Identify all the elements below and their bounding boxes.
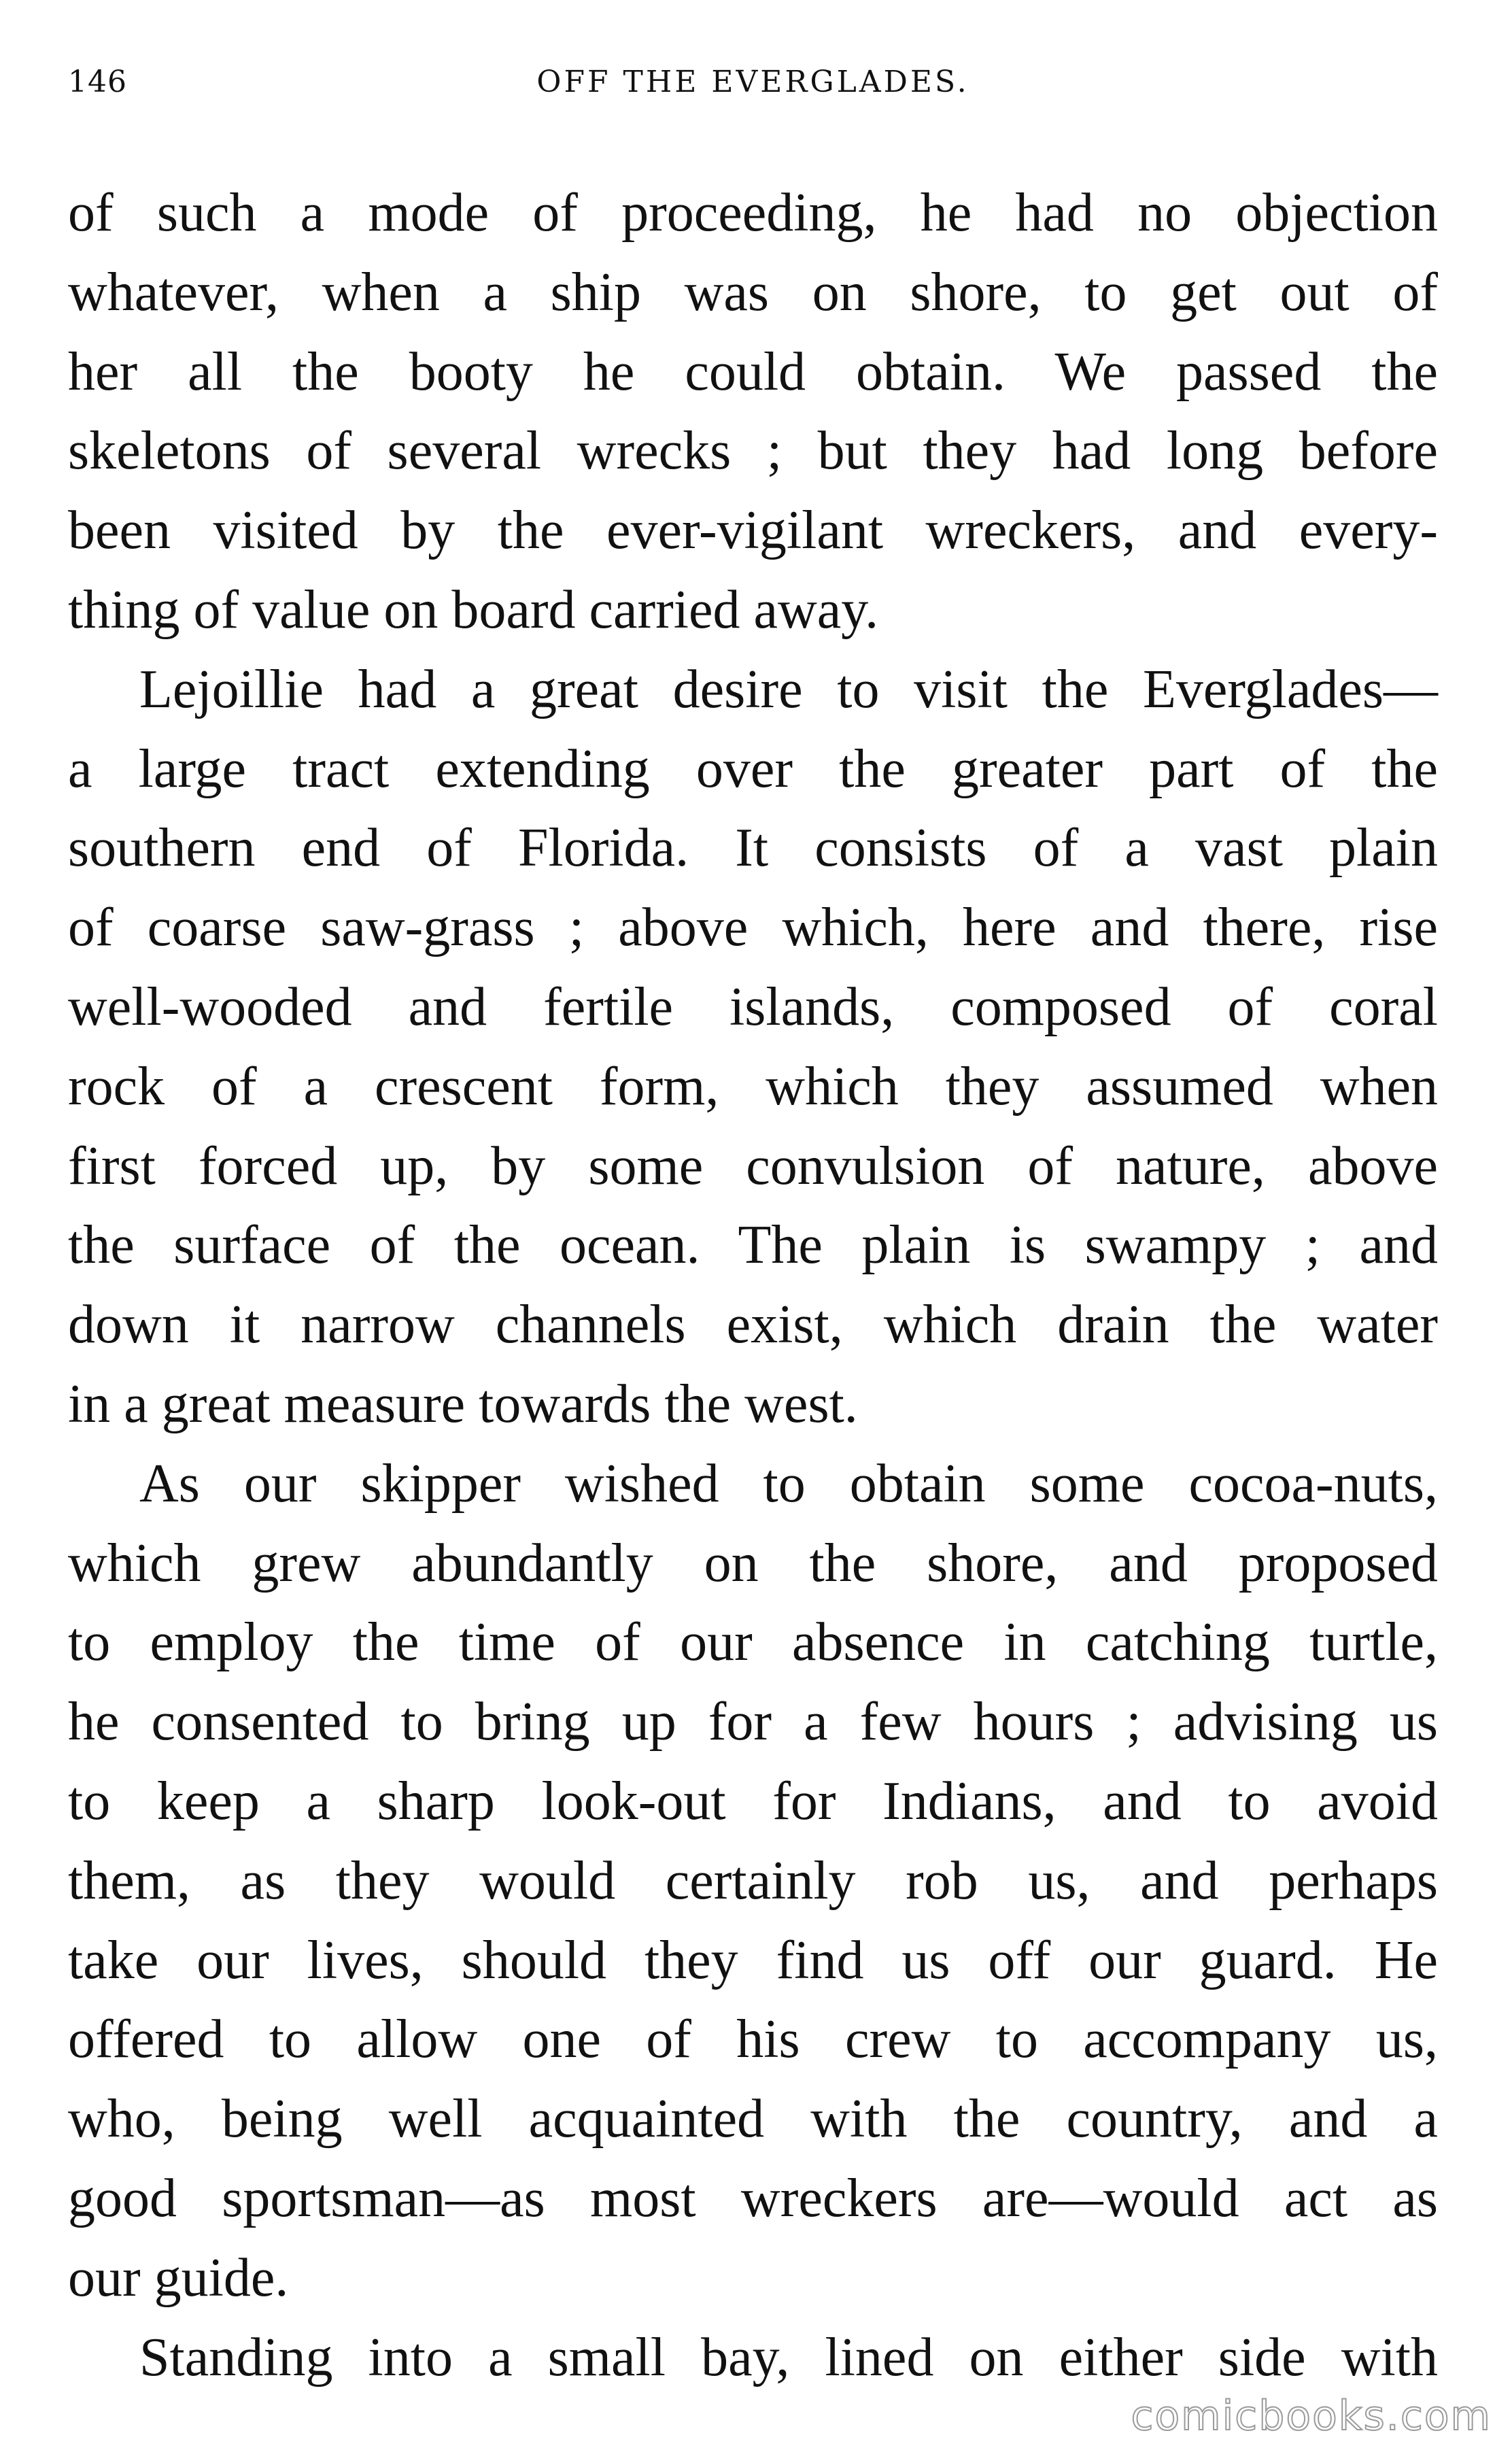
text-line: whatever, when a ship was on shore, to get out of [68, 262, 1438, 322]
text-line: to employ the time of our absence in catching turtle, [68, 1612, 1438, 1673]
text-line: been visited by the ever-vigilant wreckers, and every- [68, 500, 1438, 561]
running-head: OFF THE EVERGLADES. [536, 65, 969, 99]
text-line: to keep a sharp look-out for Indians, and to avoid [68, 1771, 1438, 1831]
text-line: he consented to bring up for a few hours ; advising us [68, 1692, 1438, 1752]
text-line: well-wooded and fertile islands, composed of coral [68, 976, 1438, 1037]
text-line: southern end of Florida. It consists of a vast plain [68, 818, 1438, 879]
text-line: skeletons of several wrecks ; but they had long before [68, 421, 1438, 481]
paragraph [68, 173, 1438, 650]
text-line: good sportsman—as most wreckers are—would act as [68, 2168, 1438, 2228]
text-line: Lejoillie had a great desire to visit the Everglades— [139, 659, 1438, 719]
body-text [68, 173, 1438, 2397]
text-line: of coarse saw-grass ; above which, here and there, rise [68, 898, 1438, 958]
text-line: Standing into a small bay, lined on either side with [139, 2327, 1438, 2387]
paragraph [68, 1444, 1438, 2318]
page-header [68, 65, 1438, 112]
text-line: a large tract extending over the greater part of the [68, 738, 1438, 799]
text-line: rock of a crescent form, which they assumed when [68, 1056, 1438, 1117]
text-line: them, as they would certainly rob us, and perhaps [68, 1850, 1438, 1911]
text-line: offered to allow one of his crew to accompany us, [68, 2009, 1438, 2070]
text-line: her all the booty he could obtain. We passed the [68, 341, 1438, 402]
text-line: our guide. [68, 2247, 289, 2308]
text-line: in a great measure towards the west. [68, 1374, 858, 1434]
text-line: the surface of the ocean. The plain is swampy ; and [68, 1215, 1438, 1276]
paragraph [68, 2318, 1438, 2398]
text-line: thing of value on board carried away. [68, 579, 879, 640]
text-line: of such a mode of proceeding, he had no objection [68, 183, 1438, 243]
text-line: As our skipper wished to obtain some cocoa-nuts, [139, 1453, 1438, 1514]
text-line: take our lives, should they find us off our guard. He [68, 1930, 1438, 1990]
paragraph [68, 650, 1438, 1444]
text-line: down it narrow channels exist, which drain the water [68, 1295, 1438, 1355]
text-line: first forced up, by some convulsion of nature, above [68, 1136, 1438, 1196]
text-line: who, being well acquainted with the country, and a [68, 2089, 1438, 2149]
page-number: 146 [68, 65, 127, 99]
watermark: comicbooks.com [1131, 2392, 1492, 2440]
text-line: which grew abundantly on the shore, and proposed [68, 1533, 1438, 1593]
